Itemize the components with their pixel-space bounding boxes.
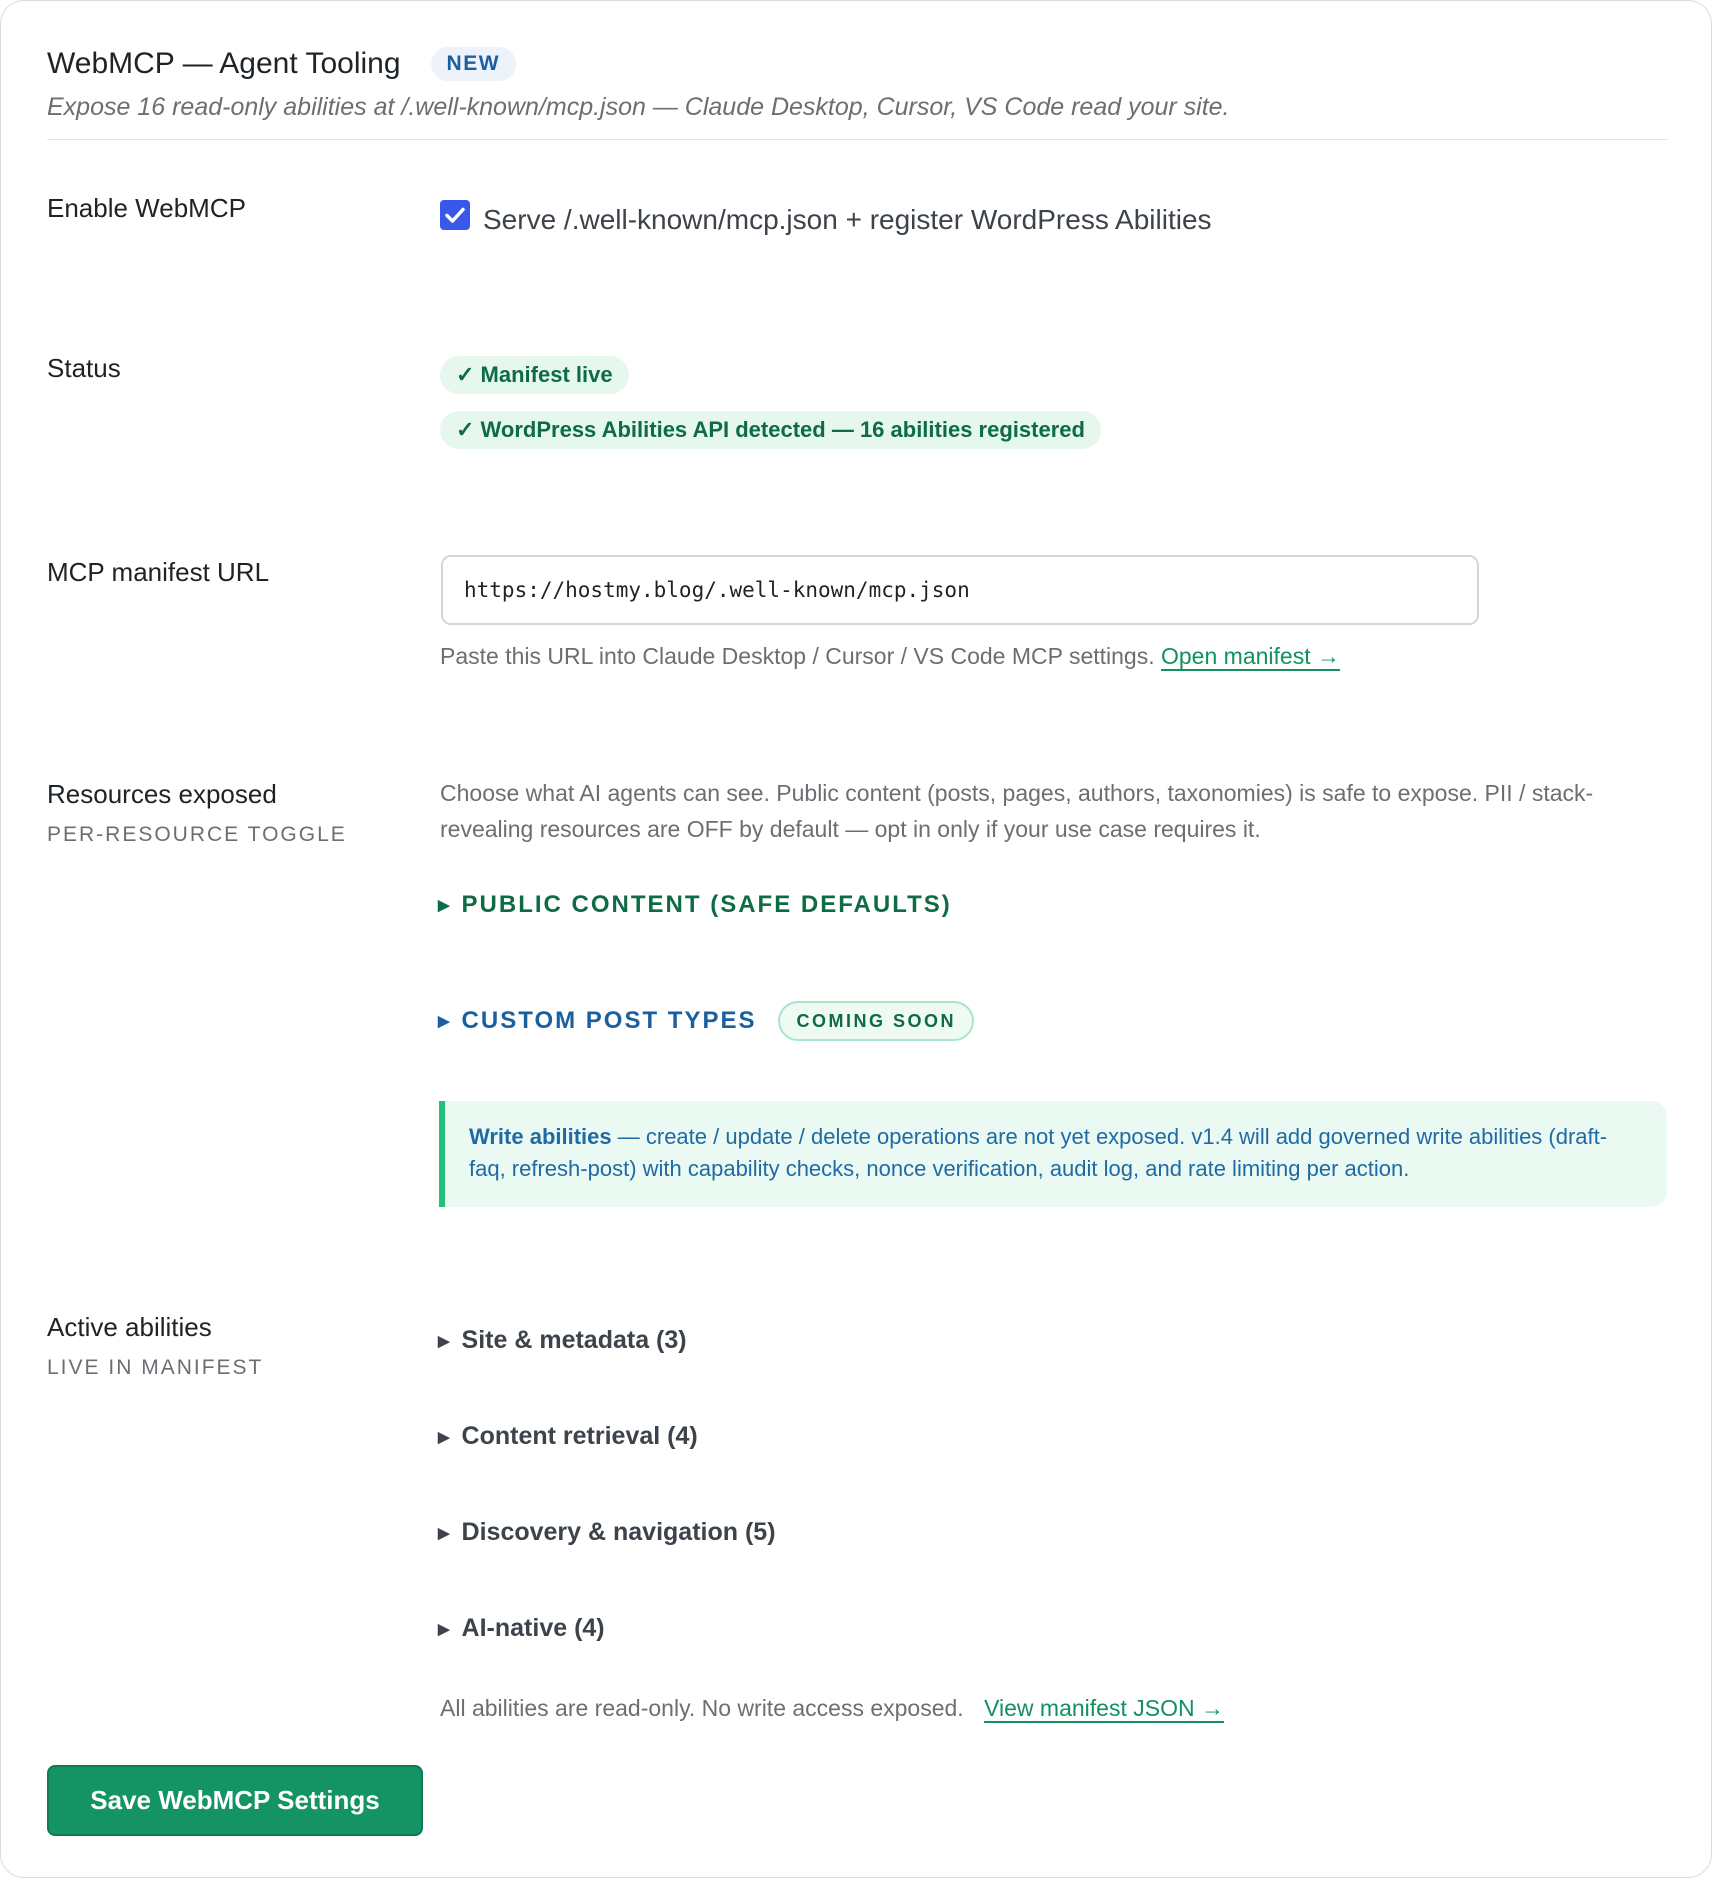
enable-webmcp-checkbox[interactable]	[440, 200, 470, 230]
public-content-label: PUBLIC CONTENT (SAFE DEFAULTS)	[461, 891, 952, 918]
resources-description: Choose what AI agents can see. Public content (posts, pages, authors, taxonomies) is safe to expose. PII / stack-revealing resources are OFF by default — opt in only if your use case requires it.	[440, 780, 1594, 842]
abilities-footer	[440, 1695, 1224, 1722]
manifest-url-label: MCP manifest URL	[47, 557, 270, 587]
manifest-help-copy: Paste this URL into Claude Desktop / Cursor / VS Code MCP settings.	[440, 643, 1155, 669]
ability-group-label: Discovery & navigation (5)	[461, 1518, 776, 1546]
custom-post-types-toggle[interactable]	[438, 1001, 974, 1041]
header-divider	[47, 139, 1667, 140]
triangle-right-icon: ▶	[438, 1428, 450, 1446]
enable-label: Enable WebMCP	[47, 193, 246, 223]
coming-soon-badge: COMING SOON	[778, 1001, 974, 1041]
write-abilities-title: Write abilities	[469, 1124, 612, 1149]
ability-group-ai-native[interactable]	[438, 1614, 605, 1643]
page-subtitle: Expose 16 read-only abilities at /.well-known/mcp.json — Claude Desktop, Cursor, VS Code read your site.	[47, 93, 1230, 121]
enable-checkbox-label[interactable]: Serve /.well-known/mcp.json + register WordPress Abilities	[483, 204, 1212, 235]
write-abilities-text: — create / update / delete operations are not yet exposed. v1.4 will add governed write abilities (draft-faq, refresh-post) with capability checks, nonce verification, audit log, and rate limiting per action.	[469, 1124, 1608, 1181]
resources-label: Resources exposed	[47, 779, 277, 809]
public-content-toggle[interactable]	[438, 891, 952, 919]
triangle-right-icon: ▶	[438, 1332, 450, 1350]
ability-group-label: AI-native (4)	[461, 1614, 605, 1642]
write-abilities-notice	[439, 1101, 1667, 1207]
ability-group-site-metadata[interactable]	[438, 1326, 687, 1355]
resources-sublabel: PER-RESOURCE TOGGLE	[47, 823, 347, 846]
ability-group-content-retrieval[interactable]	[438, 1422, 698, 1451]
status-badge-manifest: ✓ Manifest live	[440, 356, 629, 394]
save-button[interactable]: Save WebMCP Settings	[47, 1765, 423, 1836]
triangle-right-icon: ▶	[438, 1524, 450, 1542]
triangle-right-icon: ▶	[438, 1620, 450, 1638]
section-header	[47, 41, 1667, 122]
abilities-label: Active abilities	[47, 1312, 212, 1342]
manifest-help-text	[440, 643, 1340, 670]
ability-group-label: Content retrieval (4)	[461, 1422, 698, 1450]
triangle-right-icon: ▶	[438, 1013, 450, 1030]
manifest-url-field[interactable]: https://hostmy.blog/.well-known/mcp.json	[441, 555, 1479, 625]
status-badge-abilities: ✓ WordPress Abilities API detected — 16 abilities registered	[440, 411, 1101, 449]
ability-group-label: Site & metadata (3)	[461, 1326, 687, 1354]
view-manifest-json-link[interactable]: View manifest JSON →	[984, 1695, 1224, 1721]
abilities-footer-text: All abilities are read-only. No write access exposed.	[440, 1695, 964, 1721]
custom-post-types-label: CUSTOM POST TYPES	[461, 1007, 757, 1034]
abilities-sublabel: LIVE IN MANIFEST	[47, 1356, 264, 1379]
new-badge: NEW	[431, 47, 517, 81]
triangle-right-icon: ▶	[438, 897, 450, 914]
checkmark-icon	[440, 200, 470, 230]
ability-group-discovery-navigation[interactable]	[438, 1518, 776, 1547]
status-label: Status	[47, 353, 121, 383]
page-title: WebMCP — Agent Tooling	[47, 47, 401, 80]
open-manifest-link[interactable]: Open manifest →	[1161, 643, 1340, 669]
